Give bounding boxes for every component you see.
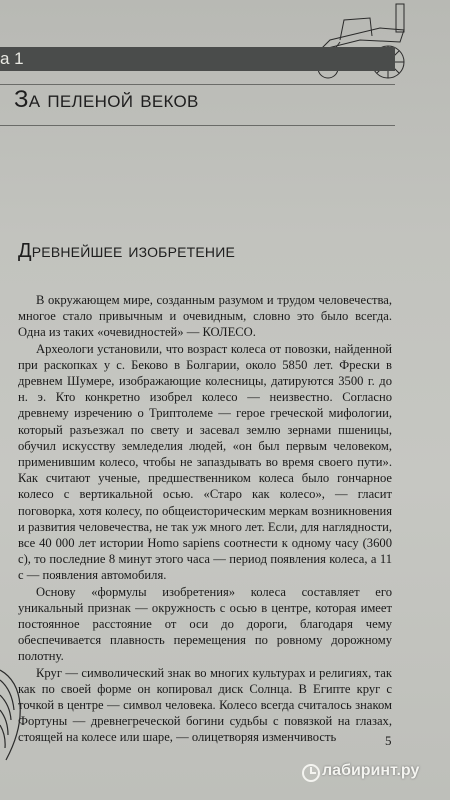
- watermark-text: лабиринт.ру: [322, 762, 420, 779]
- page-number: 5: [385, 733, 392, 748]
- wing-ornament-icon: [0, 660, 24, 770]
- body-text: [18, 292, 392, 746]
- chapter-label: а 1: [0, 49, 24, 68]
- paragraph: Круг — символический знак во многих культурах и религиях, так как по своей форме он копировал диск Солнца. В Египте круг с точкой в центре — символ человека. Колесо всегда считалось знаком Фортуны — древнегреческой богини судьбы с повязкой на глазах, стоящей на колесе или шаре, — олицетворяя изменчивость: [18, 665, 392, 745]
- paragraph: В окружающем мире, созданным разумом и трудом человечества, многое стало привычным и очевидным, словно это было всегда. Одна из таких «очевидностей» — КОЛЕСО.: [18, 293, 392, 340]
- title-divider: [0, 84, 395, 85]
- paragraph: Археологи установили, что возраст колеса от повозки, найденной при раскопках у с. Беково в Болгарии, около 5850 лет. Фрески в древнем Шумере, изображающие колесницы, датируются 3500 г. до н. э. Кто конкретно изобрел колесо — неизвестно. Согласно древнему изречению о Триптолеме — герое греческой мифологии, который разъезжал по свету и засевал землю зернами пшеницы, обучил искусству земледелия людей, «он был первым человеком, применившим колесо, чтобы не запаздывать во время своего пути». Как считают ученые, предшественником колеса было гончарное колесо с вертикальной осью. «Старо как колесо», — гласит поговорка, хотя колесу, по общеисторическим меркам возникновения и развития человечества, не так уж много лет. Если, для наглядности, все 40 000 лет истории Homo sapiens соотнести к одному часу (3600 с), то последние 8 минут этого часа — период появления колеса, а 11 с — появления автомобиля.: [18, 341, 392, 583]
- title-divider-bottom: [0, 125, 395, 126]
- chapter-bar: [0, 47, 395, 71]
- paragraph: Основу «формулы изобретения» колеса составляет его уникальный признак — окружность с осью в центре, которая имеет постоянное расстояние от оси до дороги, благодаря чему обеспечивается плавность перемещения по ровному дорожному полотну.: [18, 584, 392, 664]
- section-title: Древнейшее изобретение: [18, 240, 236, 262]
- chapter-title: За пеленой веков: [14, 86, 199, 113]
